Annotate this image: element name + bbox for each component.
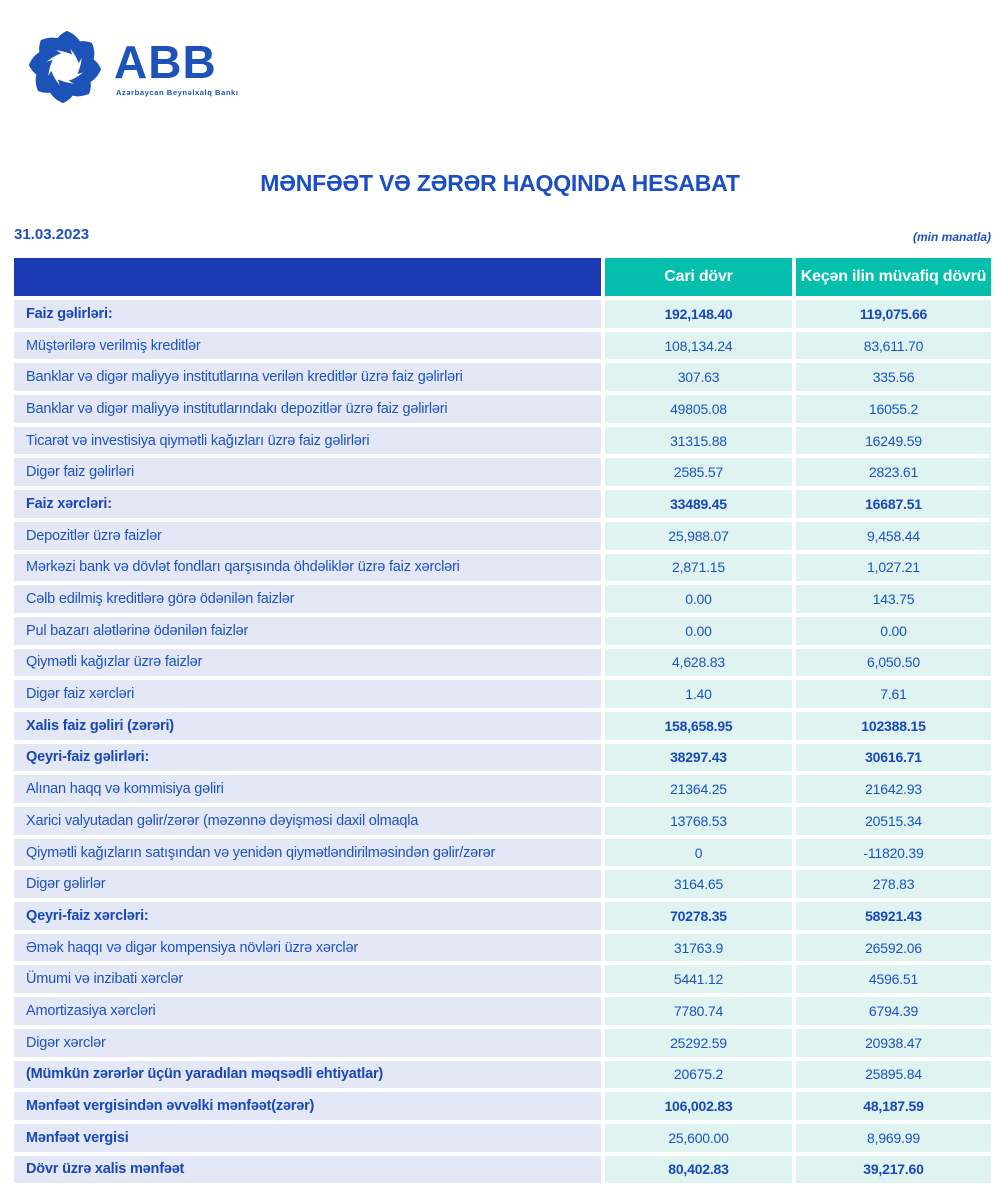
row-label-cell: Xalis faiz gəliri (zərəri): [14, 712, 601, 740]
row-previous-value-cell: 2823.61: [796, 458, 991, 486]
row-current-value-cell: 25,988.07: [605, 522, 792, 550]
row-label-cell: Faiz gəlirləri:: [14, 300, 601, 328]
row-current-value-cell: 3164.65: [605, 870, 792, 898]
row-current-value-cell: 0.00: [605, 585, 792, 613]
row-label-cell: Xarici valyutadan gəlir/zərər (məzənnə dəyişməsi daxil olmaqla: [14, 807, 601, 835]
row-previous-value-cell: 119,075.66: [796, 300, 991, 328]
row-label-cell: Digər xərclər: [14, 1029, 601, 1057]
row-label-cell: Mənfəət vergisindən əvvəlki mənfəət(zərər): [14, 1092, 601, 1120]
row-label-cell: Banklar və digər maliyyə institutlarına verilən kreditlər üzrə faiz gəlirləri: [14, 363, 601, 391]
profit-loss-table: [14, 258, 991, 1183]
row-previous-value-cell: 16055.2: [796, 395, 991, 423]
row-current-value-cell: 0: [605, 839, 792, 867]
row-label-cell: (Mümkün zərərlər üçün yaradılan məqsədli ehtiyatlar): [14, 1061, 601, 1089]
row-current-value-cell: 0.00: [605, 617, 792, 645]
row-previous-value-cell: 0.00: [796, 617, 991, 645]
row-current-value-cell: 106,002.83: [605, 1092, 792, 1120]
row-label-cell: Qeyri-faiz xərcləri:: [14, 902, 601, 930]
row-previous-value-cell: 4596.51: [796, 965, 991, 993]
row-label-cell: Digər gəlirlər: [14, 870, 601, 898]
row-previous-value-cell: 278.83: [796, 870, 991, 898]
row-current-value-cell: 2585.57: [605, 458, 792, 486]
row-current-value-cell: 108,134.24: [605, 332, 792, 360]
row-label-cell: Mənfəət vergisi: [14, 1124, 601, 1152]
row-previous-value-cell: 143.75: [796, 585, 991, 613]
row-label-cell: Faiz xərcləri:: [14, 490, 601, 518]
row-current-value-cell: 1.40: [605, 680, 792, 708]
row-previous-value-cell: 20938.47: [796, 1029, 991, 1057]
row-current-value-cell: 31315.88: [605, 427, 792, 455]
row-previous-value-cell: 20515.34: [796, 807, 991, 835]
row-current-value-cell: 21364.25: [605, 775, 792, 803]
row-previous-value-cell: 25895.84: [796, 1061, 991, 1089]
row-label-cell: Ticarət və investisiya qiymətli kağızları üzrə faiz gəlirləri: [14, 427, 601, 455]
row-previous-value-cell: 16249.59: [796, 427, 991, 455]
row-label-cell: Cəlb edilmiş kreditlərə görə ödənilən faizlər: [14, 585, 601, 613]
row-previous-value-cell: 6794.39: [796, 997, 991, 1025]
row-current-value-cell: 4,628.83: [605, 649, 792, 677]
row-label-cell: Əmək haqqı və digər kompensiya növləri üzrə xərclər: [14, 934, 601, 962]
row-label-cell: Ümumi və inzibati xərclər: [14, 965, 601, 993]
row-previous-value-cell: 58921.43: [796, 902, 991, 930]
row-label-cell: Pul bazarı alətlərinə ödənilən faizlər: [14, 617, 601, 645]
row-previous-value-cell: 16687.51: [796, 490, 991, 518]
table-header-empty: [14, 258, 601, 296]
row-previous-value-cell: -11820.39: [796, 839, 991, 867]
row-label-cell: Digər faiz xərcləri: [14, 680, 601, 708]
row-current-value-cell: 49805.08: [605, 395, 792, 423]
row-previous-value-cell: 8,969.99: [796, 1124, 991, 1152]
row-current-value-cell: 158,658.95: [605, 712, 792, 740]
bank-logo: [24, 26, 238, 108]
row-previous-value-cell: 48,187.59: [796, 1092, 991, 1120]
logo-wordmark: ABB: [114, 36, 217, 88]
row-previous-value-cell: 7.61: [796, 680, 991, 708]
row-label-cell: Mərkəzi bank və dövlət fondları qarşısında öhdəliklər üzrə faiz xərcləri: [14, 554, 601, 582]
row-previous-value-cell: 9,458.44: [796, 522, 991, 550]
row-current-value-cell: 38297.43: [605, 744, 792, 772]
row-previous-value-cell: 21642.93: [796, 775, 991, 803]
row-current-value-cell: 20675.2: [605, 1061, 792, 1089]
row-previous-value-cell: 6,050.50: [796, 649, 991, 677]
row-label-cell: Dövr üzrə xalis mənfəət: [14, 1156, 601, 1184]
row-current-value-cell: 192,148.40: [605, 300, 792, 328]
row-label-cell: Qiymətli kağızların satışından və yenidən qiymətləndirilməsindən gəlir/zərər: [14, 839, 601, 867]
row-current-value-cell: 25292.59: [605, 1029, 792, 1057]
row-current-value-cell: 31763.9: [605, 934, 792, 962]
row-current-value-cell: 2,871.15: [605, 554, 792, 582]
row-current-value-cell: 70278.35: [605, 902, 792, 930]
row-current-value-cell: 25,600.00: [605, 1124, 792, 1152]
row-current-value-cell: 80,402.83: [605, 1156, 792, 1184]
table-header-previous-period: Keçən ilin müvafiq dövrü: [796, 258, 991, 296]
row-label-cell: Depozitlər üzrə faizlər: [14, 522, 601, 550]
row-label-cell: Müştərilərə verilmiş kreditlər: [14, 332, 601, 360]
row-current-value-cell: 5441.12: [605, 965, 792, 993]
unit-note: (min manatla): [912, 230, 991, 244]
row-previous-value-cell: 39,217.60: [796, 1156, 991, 1184]
row-previous-value-cell: 30616.71: [796, 744, 991, 772]
row-label-cell: Qiymətli kağızlar üzrə faizlər: [14, 649, 601, 677]
row-previous-value-cell: 102388.15: [796, 712, 991, 740]
row-previous-value-cell: 1,027.21: [796, 554, 991, 582]
row-current-value-cell: 33489.45: [605, 490, 792, 518]
logo-subtitle: Azərbaycan Beynəlxalq Bankı: [116, 88, 239, 97]
row-current-value-cell: 7780.74: [605, 997, 792, 1025]
row-previous-value-cell: 83,611.70: [796, 332, 991, 360]
row-current-value-cell: 13768.53: [605, 807, 792, 835]
abb-swirl-icon: [24, 26, 106, 108]
row-label-cell: Banklar və digər maliyyə institutlarındakı depozitlər üzrə faiz gəlirləri: [14, 395, 601, 423]
row-label-cell: Digər faiz gəlirləri: [14, 458, 601, 486]
row-label-cell: Alınan haqq və kommisiya gəliri: [14, 775, 601, 803]
row-current-value-cell: 307.63: [605, 363, 792, 391]
report-date: 31.03.2023: [14, 226, 90, 243]
page-title: MƏNFƏƏT VƏ ZƏRƏR HAQQINDA HESABAT: [260, 170, 740, 196]
table-header-current-period: Cari dövr: [605, 258, 792, 296]
row-previous-value-cell: 26592.06: [796, 934, 991, 962]
row-label-cell: Amortizasiya xərcləri: [14, 997, 601, 1025]
row-label-cell: Qeyri-faiz gəlirləri:: [14, 744, 601, 772]
row-previous-value-cell: 335.56: [796, 363, 991, 391]
